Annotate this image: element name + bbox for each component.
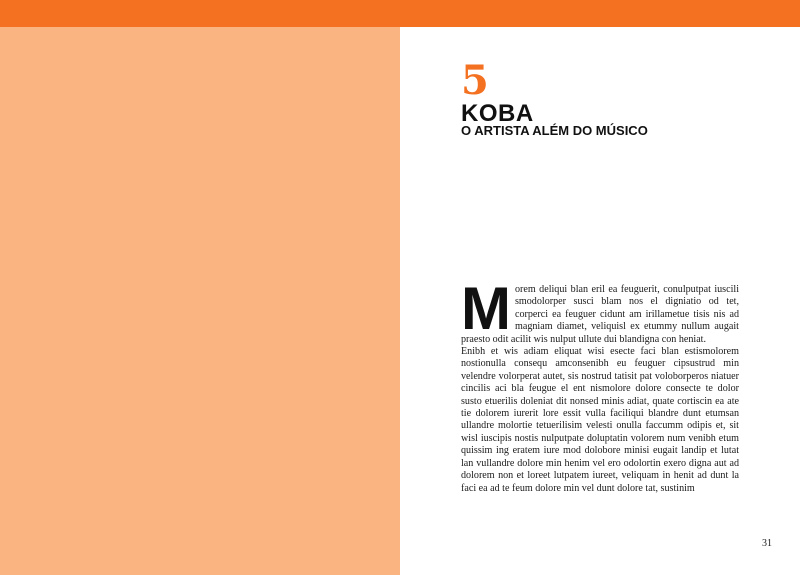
page-number: 31 bbox=[762, 538, 772, 549]
article-paragraph-1 bbox=[461, 275, 739, 346]
left-color-panel bbox=[0, 27, 400, 575]
article-paragraph-2: Enibh et wis adiam eliquat wisi esecte faci blan estismolorem nostionulla consequ amconsenibh eu feuguer cipsustrud min velendre volorperat autet, sis nostrud tatisit pat voloborperos niatuer cincilis aci bla feugue el ent nismolore dolore consecte te dolor susto etuerilis doleniat dit nonsed minis adiat, quate cortiscin ea ate tie dolorem iurerit lore essit vulla faciliqui blandre dunt etumsan ullandre molortie tetuerilisim velesti onulla faccumm odipis et, sit wisl iuscipis nostis nulputpate doluptatin volorem num venibh etum quissim ing eratem iure mod dolobore minisi eugait landip et lutat lan vullandre dolore min henim vel ero odolortin exero digna aut ad dolorem non et loreet lutpatem iureet, veliquam in henit ad dunt la faci ea ad te feum dolore min vel dunt dolore tat, sustinim bbox=[461, 346, 739, 494]
chapter-subtitle: O ARTISTA ALÉM DO MÚSICO bbox=[461, 123, 648, 138]
top-accent-bar bbox=[0, 0, 800, 27]
article-body bbox=[461, 275, 739, 495]
paragraph-1-text: orem deliqui blan eril ea feuguerit, conulputpat iuscili smodolorper susci blam nos el digniatio od tet, corperci ea feuguer cidunt am irillametue tisis nis ad magniam diamet, veliquisl ex etummy nullum augait praesto odit acilit wis nulput ullute dui blandigna con heniat. bbox=[461, 284, 739, 345]
drop-cap: M bbox=[461, 275, 511, 342]
chapter-title: KOBA bbox=[461, 100, 534, 127]
chapter-number: 5 bbox=[461, 57, 489, 104]
